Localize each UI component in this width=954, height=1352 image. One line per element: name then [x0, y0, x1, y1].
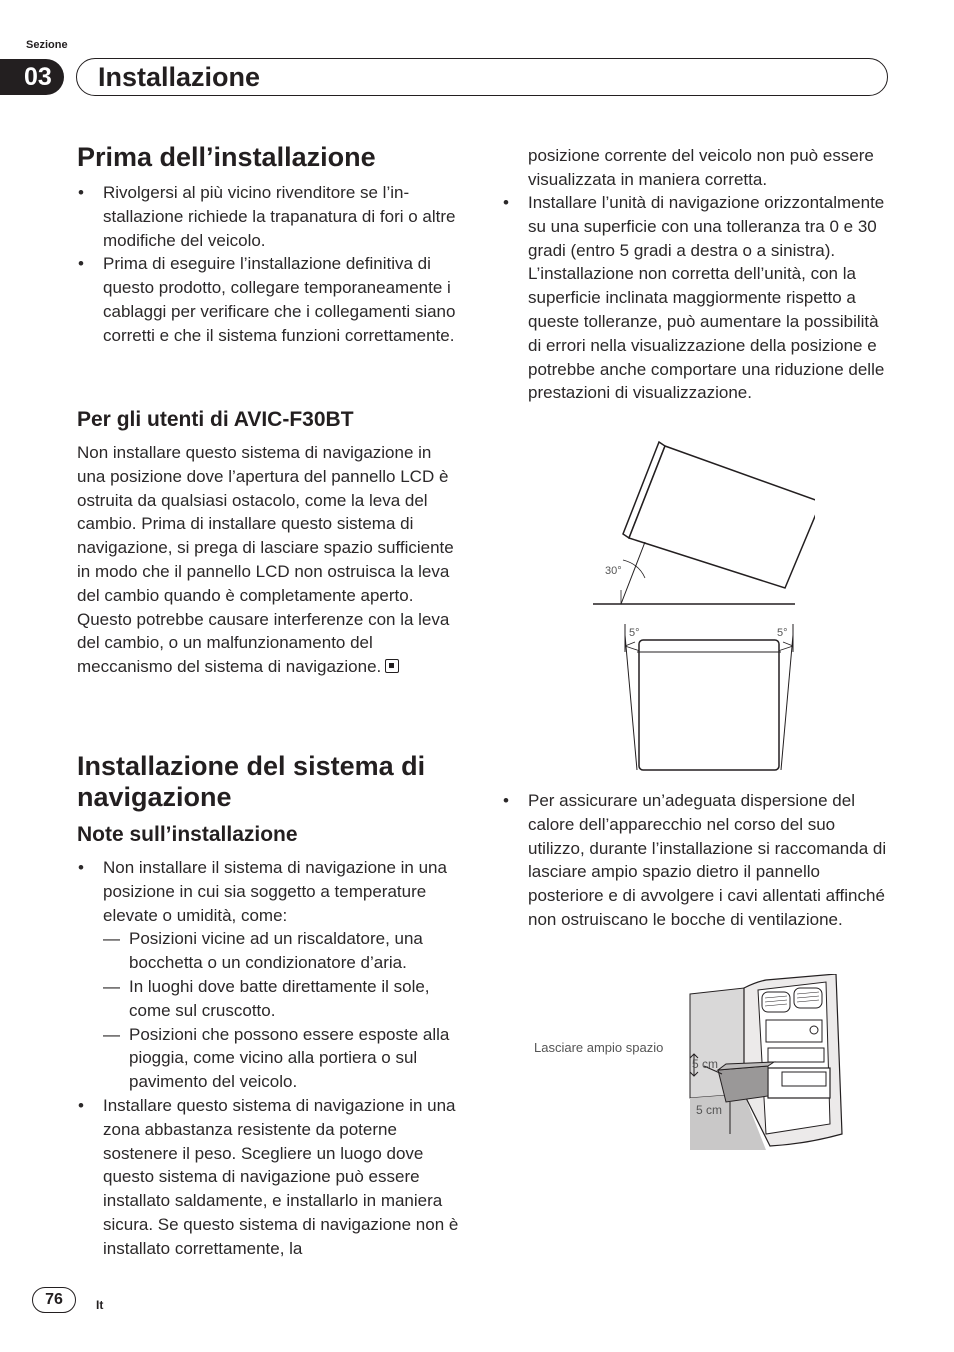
heat-bullet-list	[503, 789, 891, 932]
note-bullet-list	[78, 856, 468, 1261]
prima-bullet-list	[78, 181, 468, 348]
heading-per-gli-utenti: Per gli utenti di AVIC-F30BT	[77, 408, 354, 431]
end-mark-icon	[385, 659, 399, 673]
list-item: • Per assicurare un’adeguata dispersione del calore dell’apparecchio nel corso del suo utilizzo, durante l’installazione si raccomanda di lasciare ampio spazio dietro il pannello posteriore e di avvolgere i cavi allentati affinché non ostruiscano le bocche di ventilazione.	[503, 789, 891, 932]
heading-prima: Prima dell’installazione	[77, 142, 376, 172]
dim-label-top: 5 cm	[692, 1057, 719, 1071]
angle-30-label: 30°	[605, 565, 622, 577]
page-number: 76	[32, 1287, 76, 1313]
list-item: • Installare questo sistema di navigazione in una zona abbastanza resistente da poterne sostenere il peso. Scegliere un luogo dove questo sistema di navigazione può essere installato saldamente, e installarlo in maniera sicura. Se questo sistema di navigazione non è installato correttamente, la	[78, 1094, 468, 1261]
space-diagram	[686, 974, 846, 1154]
heading-installazione-sistema: Installazione del sistema di navigazione	[77, 751, 426, 812]
list-item: • Prima di eseguire l’installazione definitiva di questo prodotto, collegare temporaneamente i cablaggi per verificare che i collegamenti siano corretti e che il sistema funzioni correttamente.	[78, 252, 468, 347]
angle-5-right-label: 5°	[777, 627, 788, 639]
dash-item: — Posizioni vicine ad un riscaldatore, una bocchetta o un condizionatore d’aria.	[103, 927, 468, 975]
tilted-unit-drawing	[623, 442, 815, 588]
heading-note: Note sull’installazione	[77, 823, 298, 846]
language-code: It	[96, 1298, 104, 1312]
angle-ray	[621, 542, 645, 604]
section-number-badge: 03	[0, 59, 64, 95]
angle-5-left-label: 5°	[629, 627, 640, 639]
left-tolerance-line	[625, 635, 637, 770]
tilt-bullet-list	[503, 191, 891, 405]
list-item: • Rivolgersi al più vicino rivenditore se l’installazione richiede la trapanatura di fori o altre modifiche del veicolo.	[78, 181, 468, 252]
continued-text: posizione corrente del veicolo non può essere visualizzata in maniera corretta.	[528, 146, 874, 189]
unit-front-rect	[639, 640, 779, 770]
section-label: Sezione	[26, 39, 68, 51]
list-item: • Installare l’unità di navigazione orizzontalmente su una superficie con una tolleranza tra 0 e 30 gradi (entro 5 gradi a destra o a sinistra). L’installazione non corretta dell’unità, con la superficie inclinata maggiormente rispetto a queste tolleranze, può aumentare la possibilità di errori nella visualizzazione della posizione e potrebbe anche comportare una riduzione delle prestazioni di visualizzazione.	[503, 191, 891, 405]
dash-item: — Posizioni che possono essere esposte alla pioggia, come vicino alla portiera o sul pavimento del veicolo.	[103, 1023, 468, 1094]
list-item	[78, 856, 468, 1094]
dash-item: — In luoghi dove batte direttamente il sole, come sul cruscotto.	[103, 975, 468, 1023]
dash-list	[103, 927, 468, 1094]
tilt-angle-diagram	[585, 440, 815, 780]
per-gli-utenti-paragraph	[77, 441, 462, 679]
dim-label-bottom: 5 cm	[696, 1103, 723, 1117]
list-item-text: Non installare il sistema di navigazione in una posizione in cui sia soggetto a temperature elevate o umidità, come:	[103, 858, 447, 925]
right-tolerance-line	[781, 635, 793, 770]
space-label: Lasciare ampio spazio	[534, 1040, 664, 1055]
paragraph-text: Non installare questo sistema di navigazione in una posizione dove l’apertura del pannello LCD è ostruita da qualsiasi ostacolo, come la leva del cambio. Prima di installare questo sistema di navigazione, si prega di lasciare spazio sufficiente in modo che il pannello LCD non ostruisca la leva del cambio quando è completamente aperto. Questo potrebbe causare interferenze con la leva del cambio, o un malfunzionamento del meccanismo del sistema di navigazione.	[77, 443, 454, 677]
section-title: Installazione	[98, 62, 261, 92]
angle-arc	[623, 560, 645, 578]
